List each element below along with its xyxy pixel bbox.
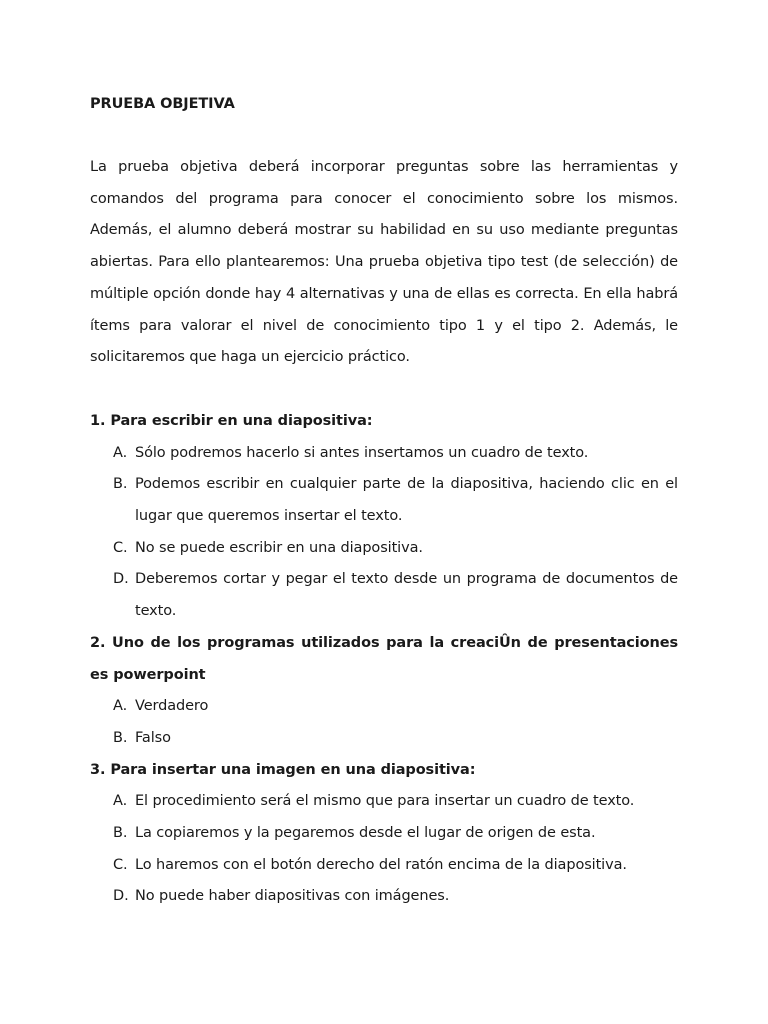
option-item bbox=[90, 691, 678, 723]
question-1 bbox=[90, 406, 678, 628]
option-text: No se puede escribir en una diapositiva. bbox=[135, 539, 423, 556]
option-text: Verdadero bbox=[135, 698, 209, 715]
option-text: El procedimiento será el mismo que para insertar un cuadro de texto. bbox=[135, 793, 635, 810]
option-item bbox=[90, 786, 678, 818]
option-item bbox=[90, 881, 678, 913]
option-letter: D. bbox=[113, 571, 129, 588]
option-letter: B. bbox=[113, 476, 128, 493]
option-text: La copiaremos y la pegaremos desde el lugar de origen de esta. bbox=[135, 825, 596, 842]
option-item bbox=[90, 469, 678, 532]
option-item bbox=[90, 438, 678, 470]
option-letter: B. bbox=[113, 825, 128, 842]
document-page bbox=[90, 88, 678, 913]
option-item bbox=[90, 850, 678, 882]
question-title: 2. Uno de los programas utilizados para la creaciÛn de presentaciones es powerpoint bbox=[90, 634, 678, 683]
option-list bbox=[90, 691, 678, 754]
option-text: Lo haremos con el botón derecho del ratón encima de la diapositiva. bbox=[135, 856, 627, 873]
option-list bbox=[90, 786, 678, 913]
option-item bbox=[90, 564, 678, 627]
question-2 bbox=[90, 628, 678, 755]
option-item bbox=[90, 723, 678, 755]
question-title: 1. Para escribir en una diapositiva: bbox=[90, 412, 373, 429]
option-text: Sólo podremos hacerlo si antes insertamos un cuadro de texto. bbox=[135, 444, 589, 461]
option-letter: C. bbox=[113, 856, 128, 873]
option-text: Deberemos cortar y pegar el texto desde un programa de documentos de texto. bbox=[135, 571, 678, 620]
option-letter: A. bbox=[113, 444, 128, 461]
option-text: Falso bbox=[135, 729, 171, 746]
question-title: 3. Para insertar una imagen en una diapositiva: bbox=[90, 761, 476, 778]
option-letter: B. bbox=[113, 729, 128, 746]
question-3 bbox=[90, 755, 678, 914]
option-text: No puede haber diapositivas con imágenes. bbox=[135, 888, 450, 905]
option-item bbox=[90, 818, 678, 850]
option-list bbox=[90, 438, 678, 628]
option-item bbox=[90, 533, 678, 565]
option-letter: A. bbox=[113, 698, 128, 715]
option-text: Podemos escribir en cualquier parte de la diapositiva, haciendo clic en el lugar que queremos insertar el texto. bbox=[135, 476, 678, 525]
option-letter: D. bbox=[113, 888, 129, 905]
option-letter: A. bbox=[113, 793, 128, 810]
option-letter: C. bbox=[113, 539, 128, 556]
intro-paragraph: La prueba objetiva deberá incorporar preguntas sobre las herramientas y comandos del programa para conocer el conocimiento sobre los mismos. Además, el alumno deberá mostrar su habilidad en su uso mediante preguntas abiertas. Para ello plantearemos: Una prueba objetiva tipo test (de selección) de múltiple opción donde hay 4 alternativas y una de ellas es correcta. En ella habrá ítems para valorar el nivel de conocimiento tipo 1 y el tipo 2. Además, le solicitaremos que haga un ejercicio práctico. bbox=[90, 159, 678, 366]
document-title: PRUEBA OBJETIVA bbox=[90, 96, 235, 112]
